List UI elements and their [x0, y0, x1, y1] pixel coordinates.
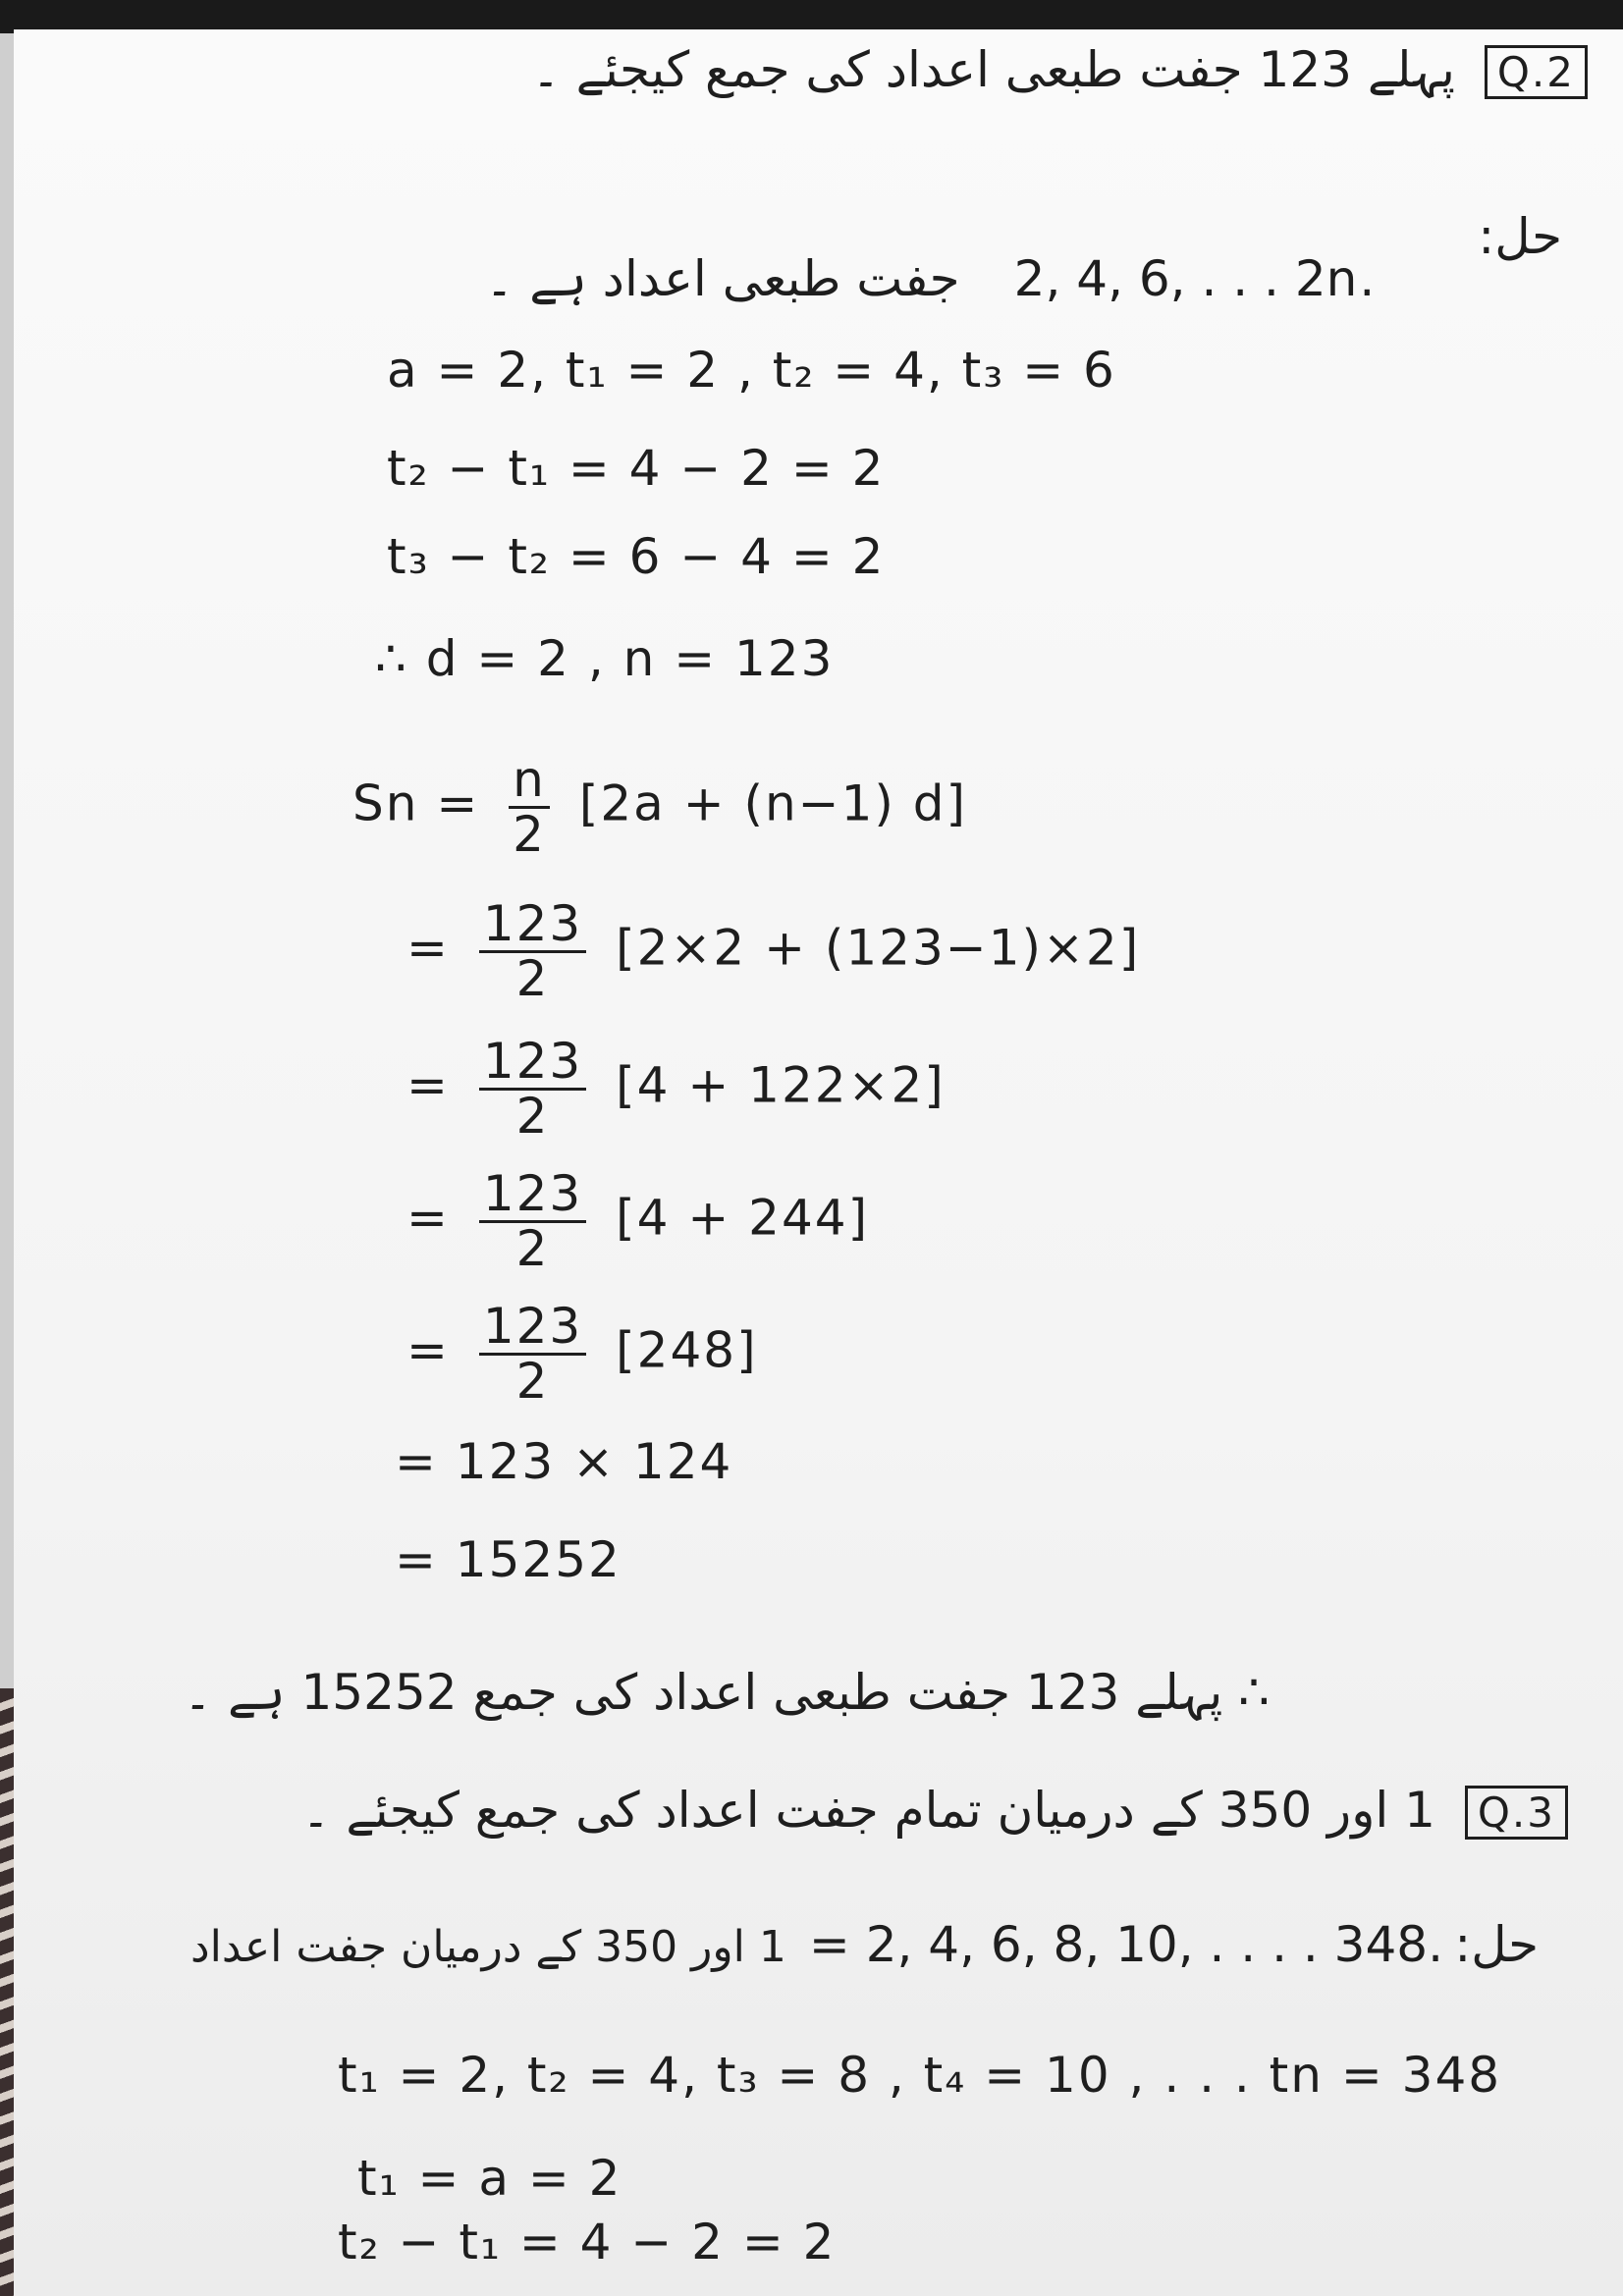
q2-line-terms: a = 2, t₁ = 2 , t₂ = 4, t₃ = 6: [387, 342, 1116, 399]
fraction-numerator: 123: [479, 1168, 586, 1223]
q2-intro: [485, 250, 1377, 307]
fraction: [479, 1033, 586, 1145]
q2-step-5: = 123 × 124: [395, 1433, 733, 1490]
fraction-denominator: 2: [515, 1219, 550, 1277]
handwritten-page: [14, 29, 1623, 2296]
q2-step-4: [406, 1298, 758, 1410]
fraction-numerator: 123: [479, 898, 586, 953]
fraction-numerator: 123: [479, 1036, 586, 1091]
step-post: [2×2 + (123−1)×2]: [616, 919, 1141, 977]
q3-intro-text: 1 اور 350 کے درمیان جفت اعداد: [190, 1922, 786, 1972]
fraction-denominator: 2: [513, 805, 546, 863]
q2-step-3: [406, 1165, 870, 1277]
q2-header: [531, 41, 1588, 99]
step-pre: =: [406, 1321, 450, 1379]
q2-result: = 15252: [395, 1531, 622, 1588]
q3-intro: [190, 1916, 1443, 1973]
q2-step-1: [406, 895, 1141, 1007]
fraction: [479, 1298, 586, 1410]
formula-post: [2a + (n−1) d]: [578, 774, 968, 832]
q3-statement: 1 اور 350 کے درمیان تمام جفت اعداد کی جمع کیجئے ۔: [301, 1782, 1435, 1839]
step-pre: =: [406, 919, 450, 977]
fraction-denominator: 2: [515, 1087, 550, 1145]
q3-header: [301, 1782, 1568, 1840]
q3-line-diff: t₂ − t₁ = 4 − 2 = 2: [338, 2214, 837, 2270]
q2-line-diff2: t₃ − t₂ = 6 − 4 = 2: [387, 528, 886, 585]
step-pre: =: [406, 1189, 450, 1247]
q3-line-terms: t₁ = 2, t₂ = 4, t₃ = 8 , t₄ = 10 , . . . tn = 348: [338, 2047, 1502, 2104]
step-post: [4 + 122×2]: [616, 1056, 946, 1114]
fraction: [509, 751, 550, 863]
q3-intro-series: = 2, 4, 6, 8, 10, . . . . 348.: [808, 1916, 1443, 1973]
q2-step-2: [406, 1033, 946, 1145]
fraction-denominator: 2: [515, 1352, 550, 1410]
q2-conclusion: ∴ پہلے 123 جفت طبعی اعداد کی جمع 15252 ہے ۔: [183, 1664, 1270, 1721]
step-post: [4 + 244]: [616, 1189, 870, 1247]
q2-intro-text: جفت طبعی اعداد ہے ۔: [485, 250, 960, 307]
step-post: [248]: [616, 1321, 758, 1379]
q3-solution-label: حل:: [1454, 1916, 1539, 1973]
q2-solution-label: حل:: [1478, 208, 1562, 265]
q3-line-a: t₁ = a = 2: [357, 2150, 622, 2207]
q2-intro-series: 2, 4, 6, . . . 2n.: [1013, 250, 1378, 307]
q2-statement: پہلے 123 جفت طبعی اعداد کی جمع کیجئے ۔: [531, 41, 1455, 98]
q3-label: Q.3: [1465, 1786, 1568, 1840]
q2-sum-formula: [352, 751, 968, 863]
q2-line-diff1: t₂ − t₁ = 4 − 2 = 2: [387, 440, 886, 497]
fraction: [479, 895, 586, 1007]
fraction-numerator: n: [509, 754, 550, 809]
fraction: [479, 1165, 586, 1277]
fraction-numerator: 123: [479, 1301, 586, 1356]
fraction-denominator: 2: [515, 949, 550, 1007]
q2-label: Q.2: [1485, 45, 1588, 99]
formula-pre: Sn =: [352, 774, 480, 832]
q2-line-d-n: ∴ d = 2 , n = 123: [375, 630, 835, 687]
step-pre: =: [406, 1056, 450, 1114]
top-dark-border: [0, 0, 1623, 33]
